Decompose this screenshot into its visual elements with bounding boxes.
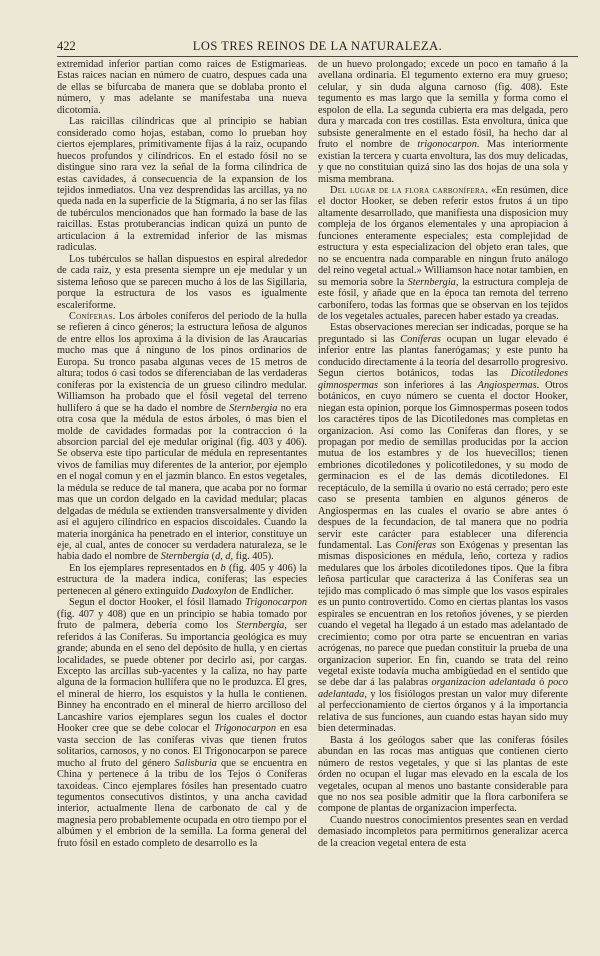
paragraph: Cuando nuestros conocimientos presentes sean en verdad demasiado incompletos para permitirnos generalizar acerca de la creacion vegetal entera de esta: [318, 814, 568, 849]
page-number: 422: [57, 39, 76, 53]
header-rule: [57, 56, 578, 57]
paragraph: Basta á los geólogos saber que las coníferas fósiles abundan en las rocas mas antiguas que contienen cierto número de restos vegetales, y que si las plantas de este órden no ocupan el lugar mas elevado en la escala de los vegetales, ocupan al menos uno bastante considerable para que no nos sea posible admitir que la flora carbonífera se compone de plantas de organizacion imperfecta.: [318, 734, 568, 815]
paragraph: Segun el doctor Hooker, el fósil llamado Trigonocarpon (fig. 407 y 408) que en un principio se habia tomado por fruto de palmera, debería como los Sternbergia, ser referidos á las Coníferas. Su importancia geológica es muy grande; abunda en el seno del depósito de hulla, y en ciertas localidades, se puede obtener por decirlo así, por cargas. Excepto las arcillas sub-yacentes y la caliza, no hay parte alguna de la formacion hullífera que no le produzca. El gres, el mineral de hierro, los esquistos y la hulla le contienen. Binney ha encontrado en el mineral de hierro arcilloso del Lancashire varios ejemplares segun los cuales el doctor Hooker cree que se debe colocar el Trigonocarpon en esa vasta seccion de las coníferas vivas que tienen frutos solitarios, carnosos, y no conos. El Trigonocarpon se parece mucho al fruto del género Salisburia que se encuentra en China y pertenece á la tribu de los Tejos ó Coníferas taxoideas. Cinco ejemplares fósiles han presentado cuatro tegumentos consecutivos distintos, y una ancha cavidad interior, actualmente llena de carbonato de cal y de magnesia pero probablemente ocupada en otro tiempo por el albúmen y el embrion de la semilla. La forma general del fruto fósil en estado completo de desarrollo es la: [57, 597, 307, 849]
paragraph: Las raicillas cilíndricas que al principio se habian considerado como hojas, estaban, como lo prueban hoy ciertos ejemplares, primitivamente fijas á la raiz, ocupando huecos profundos y cilíndricos. En el estado fósil no se distingue sino rara vez la señal de la forma cilíndrica de estas cavidades, á consecuencia de la expansion de los tejidos inmediatos. Una vez desprendidas las arcillas, ya no queda nada en la superficie de la Stigmaria, á no ser las filas de tubérculos mencionados que han formado la base de las raicillas. Estas protuberancias indican quizá un punto de articulacion á la extremidad inferior de las mismas radiculas.: [57, 116, 307, 254]
running-header: [57, 38, 578, 54]
paragraph: Estas observaciones merecian ser indicadas, porque se ha preguntado si las Coníferas ocupan un lugar elevado é inferior entre las plantas fanerógamas; y este punto ha conducido directamente á la teoría del desarrollo progresivo. Segun ciertos botánicos, todas las Dicotiledones gimnospermas son inferiores á las Angiospermas. Otros botánicos, en cuyo número se cuenta el doctor Hooker, niegan esta opinion, porque los Gimnospermas poseen todos los caractéres tipos de las Dicotiledones mas completas en organizacion. Así como las Coníferas dan flores, y se propagan por medio de semillas producidas por la accion mutua de los estambres y de los huevecillos; tienen embriones dicotiledones y policotiledones, y su modo de germinacion es el de las demás dicotiledones. El receptáculo, de la semilla ú ovario no está cerrado; pero este caso se presenta tambien en algunos géneros de Angiospermas en las cuales el ovario se abre antes ó despues de la fecundacion, de tal manera que no podria servir este carácter para establecer una diferencia fundamental. Las Coníferas son Exógenas y presentan las mismas disposiciones en médula, leño, corteza y radios medulares que los árboles dicotiledones tipos. Que la fibra leñosa particular que caracteriza á las Coníferas sea un tejido mas complicado ó mas simple que los vasos espirales es un punto controvertido. Como en ciertas plantas los vasos espirales se encuentran en los retoños jóvenes, y se pierden cuando el vegetal ha llegado á un estado mas adelantado de crecimiento; como por otra parte se encuentran en varias acrógenas, no parece que puedan constituir la prueba de una organizacion superior. En fin, cuando se trata del reino vegetal existe todavía mucha ambigüedad en el sentido que se debe dar á las palabras organizacion adelantada ó poco adelantada, y los fisiólogos prestan un valor muy diferente al perfeccionamiento de ciertos órganos y á la importancia relativa de sus funciones, aun cuando estas hayan sido muy bien determinadas.: [318, 322, 568, 735]
paragraph: En los ejemplares representados en b (fig. 405 y 406) la estructura de la madera indica, coníferas; las especies pertenecen al género extinguido Dadoxylon de Endlicher.: [57, 562, 307, 597]
left-column: [57, 59, 307, 949]
right-column: [318, 59, 568, 949]
section-label: Coníferas.: [69, 310, 116, 322]
section-label: Del lugar de la flora carbonífera.: [330, 184, 489, 196]
paragraph: extremidad inferior partian como raices de Estigmarieas. Estas raices nacian en número de cuatro, despues cada una de ellas se bifurcaba de manera que se doblaba pronto el número, y mas adelante se manifestaba una nueva dicotomía.: [57, 59, 307, 116]
paragraph: Los tubérculos se hallan dispuestos en espiral alrededor de cada raiz, y esta presenta siempre un eje medular y un sistema leñoso que se parecen mucho á los de las Sigillaria, porque la estructura de los vasos es igualmente escaleriforme.: [57, 253, 307, 311]
paragraph-coniferas: Coníferas. Los árboles coníferos del periodo de la hulla se refieren á cinco géneros; la estructura leñosa de algunos de entre ellos los aproxima á la division de las Araucarias mucho mas que á ninguno de los pinos ordinarios de Europa. Su tronco pasaba algunas veces de 15 metros de altura; todos ó casi todos se diferenciaban de las verdaderas coníferas por la existencia de un grueso cilindro medular. Williamson ha probado que el fósil vegetal del terreno hullífero á que se ha dado el nombre de Sternbergia no era otra cosa que la médula de estos árboles, ó mas bien el molde de cavidades formadas por la contraccion ó la absorcion parcial del eje medular original (fig. 403 y 406). Se observa este tipo particular de médula en representantes vivos de familias muy diferentes de la anterior, por ejemplo en el nogal comun y en el jazmin blanco. En estos vegetales, la médula se reduce de tal manera, que acaba por no formar mas que un cordon delgado en la cavidad medular; placas delgadas de médula se extienden transversalmente y dividen así el agujero cilíndrico en espacios discoidales. Cuando la materia inorgánica ha penetrado en el interior, constituye un eje, al cual, antes de conocer su verdadera naturaleza, se le habia dado el nombre de Sternbergia (d, d, fig. 405).: [57, 310, 307, 563]
paragraph-lugar-flora: Del lugar de la flora carbonífera. «En resúmen, dice el doctor Hooker, se deben referir estos frutos á un tipo altamente desarrollado, que manifiesta una disposicion muy compleja de los órganos elementales y una apropiacion á funciones enteramente especiales; esta complejidad de estructura y esta especializacion del objeto eran tales, que no se encuentra nada comparable en ningun fruto análogo del reino vegetal actual.» Williamson hace notar tambien, en su memoria sobre la Sternbergia, la estructura compleja de este fósil, y añade que en la época tan remota del terreno carbonífero, todas las formas que se observan en los tejidos de los vegetales actuales, parecen haber estado ya creadas.: [318, 184, 568, 322]
running-title: LOS TRES REINOS DE LA NATURALEZA.: [192, 39, 443, 53]
paragraph: de un huevo prolongado; excede un poco en tamaño á la avellana ordinaria. El tegumento externo era muy grueso; celular, y sin duda alguna carnoso (fig. 408). Este tegumento es mas largo que la semilla y forma como el espolon de ella. La segunda cubierta era mas delgada, pero dura y marcada con tres costillas. Esta envoltura, única que subsiste generalmente en el estado fósil, ha hecho dar al fruto el nombre de trigonocarpon. Mas interiormente existian la tercera y cuarta envoltura, las dos muy delicadas, y que no constituian quizá sino las dos hojas de una sola y misma membrana.: [318, 59, 568, 185]
